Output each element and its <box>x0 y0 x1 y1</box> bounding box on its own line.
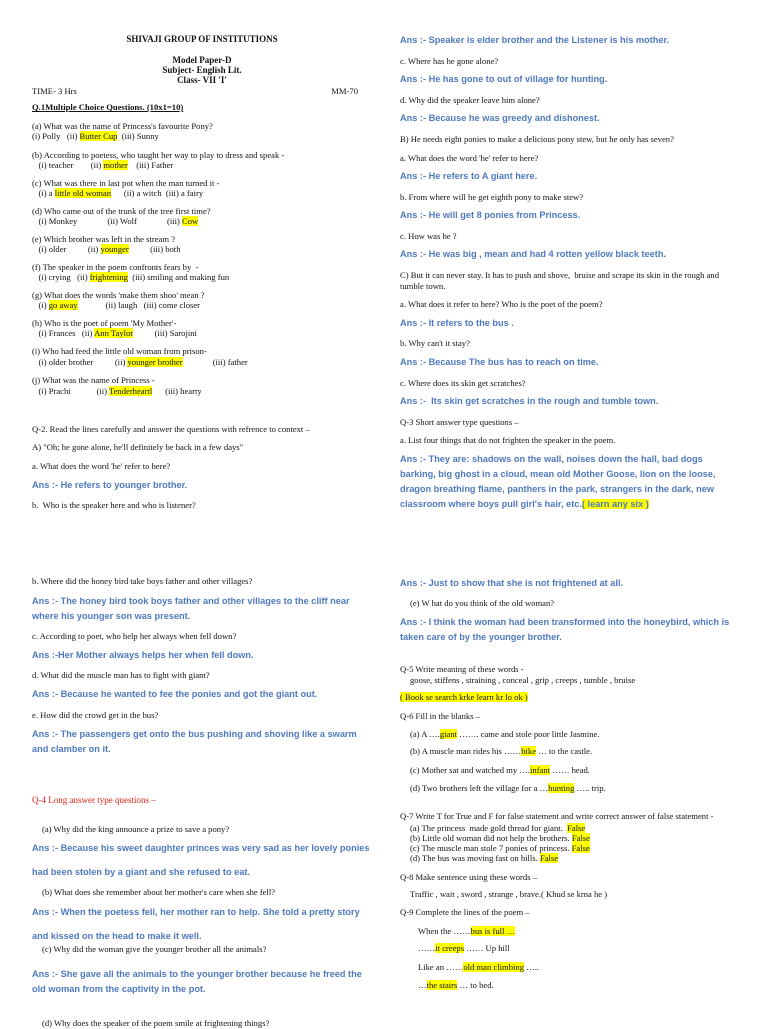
institution-title: SHIVAJI GROUP OF INSTITUTIONS <box>126 34 278 44</box>
mcq-answer-highlight: Ann Taylor <box>94 328 134 338</box>
subject-title: Subject- English Lit. <box>162 65 242 75</box>
poem-line <box>400 926 740 937</box>
mcq-answer-highlight: younger <box>100 244 129 254</box>
q9-title: Q-9 Complete the lines of the poem – <box>400 907 530 917</box>
mcq-question: (c) What was there in last pot when the man turned it - <box>32 178 220 188</box>
mcq-question: (g) What does the words 'make them shoo' mean ? <box>32 290 205 300</box>
answer-d: Ans :- Because he wanted to fee the ponies and got the giant out. <box>32 689 318 699</box>
blank-text: …… head. <box>550 765 590 775</box>
q8-title: Q-8 Make sentence using these words – <box>400 872 537 882</box>
mcq-option-text: (i) teacher (ii) <box>32 160 104 170</box>
passage-c: C) But it can never stay. It has to push and shove, bruise and scrape its skin in the rough and tumble town. <box>400 270 722 291</box>
answer-c: Ans :-Her Mother always helps her when fell down. <box>32 650 254 660</box>
mcq-options <box>32 188 372 199</box>
mcq-option-text: (iii) smiling and making fun <box>127 272 230 282</box>
q2-title: Q-2. Read the lines carefully and answer the questions with refrence to context – <box>32 424 310 434</box>
q4-title: Q-4 Long answer type questions – <box>32 795 156 805</box>
poem-text: … <box>418 980 427 990</box>
blank-answer-highlight: bike <box>521 746 537 756</box>
mcq-question: (f) The speaker in the poem confronts fears by - <box>32 262 199 272</box>
passage-c-question-c: c. Where does its skin get scratches? <box>400 378 526 388</box>
q4-question-c: (c) Why did the woman give the younger brother all the animals? <box>42 944 267 954</box>
q4-question-b: (b) What does she remember about her mother's care when she fell? <box>42 887 276 897</box>
mcq-option-text: (iii) hearty <box>152 386 202 396</box>
mcq-option-text: (iii) Sunny <box>117 131 159 141</box>
question-b: b. Where did the honey bird take boys father and other villages? <box>32 576 253 586</box>
blank-answer-highlight: giant <box>439 729 458 739</box>
mcq-options <box>32 160 372 171</box>
q5-note: ( Book se search krke learn kr lo ok ) <box>400 692 528 702</box>
poem-text: … to bed. <box>457 980 494 990</box>
q3-answer-a-text: Ans :- They are: shadows on the wall, noises down the hall, bad dogs barking, big ghost in a cloud, mean old Mother Goose, lion on the loose, dragon breathing flame, panthers in the park, strangers in the dark, new classroom where boys pull girl's hair, etc. <box>400 454 719 509</box>
poem-answer-highlight: bus is full … <box>470 926 516 936</box>
q2-question-b: b. Who is the speaker here and who is listener? <box>32 500 196 510</box>
passage-b-question-b: b. From where will he get eighth pony to make stew? <box>400 192 584 202</box>
blank-text: (b) A muscle man rides his …… <box>410 746 522 756</box>
poem-text: ….. <box>524 962 540 972</box>
passage-b-answer-b: Ans :- He will get 8 ponies from Princess. <box>400 210 581 220</box>
q4-question-d: (d) Why does the speaker of the poem smile at frightening things? <box>42 1018 270 1028</box>
mcq-option-text: (i) Polly (ii) <box>32 131 80 141</box>
mcq-option-text: (i) Prachi (ii) <box>32 386 109 396</box>
mcq-options <box>32 216 372 227</box>
q2-answer-a: Ans :- He refers to younger brother. <box>32 480 188 490</box>
q3-answer-a <box>400 452 740 512</box>
mcq-options <box>32 357 372 368</box>
statement-text: (a) The princess made gold thread for giant. <box>410 823 568 833</box>
mcq-question: (h) Who is the poet of poem 'My Mother'- <box>32 318 177 328</box>
q1-title-text: Q.1Multiple Choice Questions. (10x1=10) <box>32 102 184 112</box>
mcq-option-text: (i) Monkey (ii) Wolf (iii) <box>32 216 183 226</box>
statement-text: (c) The muscle man stole 7 ponies of princess. <box>410 843 572 853</box>
poem-text: Like an …… <box>418 962 464 972</box>
mcq-options <box>32 272 372 283</box>
mcq-option-text: (ii) a witch (iii) a fairy <box>111 188 204 198</box>
mcq-options <box>32 328 372 339</box>
mcq-option-text: (iii) Sarojini <box>133 328 197 338</box>
mcq-answer-highlight: frightening <box>89 272 128 282</box>
false-highlight: False <box>567 823 586 833</box>
mcq-question: (e) Which brother was left in the stream ? <box>32 234 176 244</box>
time-marks-row <box>32 86 358 97</box>
mcq-answer-highlight: younger brother <box>127 357 183 367</box>
q2-answer-d: Ans :- Because he was greedy and dishonest. <box>400 113 600 123</box>
mcq-option-text: (i) <box>32 300 49 310</box>
mcq-option-text: (iii) father <box>182 357 248 367</box>
poem-line <box>400 962 740 973</box>
mcq-question: (b) According to poetess, who taught her way to play to dress and speak - <box>32 150 285 160</box>
mcq-option-text: (iii) Father <box>127 160 174 170</box>
poem-text: …… <box>418 943 436 953</box>
q6-blank <box>400 746 740 757</box>
q7-statement <box>400 853 740 864</box>
blank-text: (d) Two brothers left the village for a … <box>410 783 549 793</box>
question-c: c. According to poet, who help her always when fell down? <box>32 631 237 641</box>
poem-answer-highlight: it creeps <box>435 943 465 953</box>
q2-question-a: a. What does the word 'he' refer to here? <box>32 461 171 471</box>
q2-answer-c: Ans :- He has gone to out of village for hunting. <box>400 74 608 84</box>
passage-b-answer-c: Ans :- He was big , mean and had 4 rotten yellow black teeth. <box>400 249 666 259</box>
blank-text: … to the castle. <box>536 746 593 756</box>
q3-title: Q-3 Short answer type questions – <box>400 417 519 427</box>
passage-c-answer-c: Ans :- Its skin get scratches in the rough and tumble town. <box>400 396 659 406</box>
question-d: d. What did the muscle man has to fight with giant? <box>32 670 210 680</box>
passage-c-answer-b: Ans :- Because The bus has to reach on time. <box>400 357 599 367</box>
passage-c-answer-a: Ans :- It refers to the bus . <box>400 318 514 328</box>
question-e: e. How did the crowd get in the bus? <box>32 710 159 720</box>
mcq-answer-highlight: mother <box>103 160 128 170</box>
statement-text: (b) Little old woman did not help the brothers. <box>410 833 572 843</box>
passage-b-answer-a: Ans :- He refers to A giant here. <box>400 171 538 181</box>
q7-title: Q-7 Write T for True and F for false statement and write correct answer of false statement - <box>400 811 714 821</box>
mcq-option-text: (ii) laugh (iii) come closer <box>77 300 201 310</box>
mcq-answer-highlight: Cow <box>182 216 199 226</box>
q2-question-d: d. Why did the speaker leave him alone? <box>400 95 540 105</box>
mcq-question: (i) Who had feed the little old woman from prison- <box>32 346 207 356</box>
answer-b: Ans :- The honey bird took boys father and other villages to the cliff near where his younger son was present. <box>32 596 353 621</box>
learn-any-six-highlight: ( learn any six ) <box>581 499 649 509</box>
blank-answer-highlight: infant <box>530 765 551 775</box>
passage-c-question-b: b. Why can't it stay? <box>400 338 470 348</box>
mcq-option-text: (i) older (ii) <box>32 244 101 254</box>
mcq-answer-highlight: little old woman <box>54 188 112 198</box>
q5-title: Q-5 Write meaning of these words - <box>400 664 524 674</box>
q5-note-row <box>400 692 740 703</box>
q4-answer-d: Ans :- Just to show that she is not frightened at all. <box>400 578 624 588</box>
q4-answer-c: Ans :- She gave all the animals to the younger brother because he freed the old woman from the captivity in the pot. <box>32 969 365 994</box>
q3-question-a: a. List four things that do not frighten the speaker in the poem. <box>400 435 616 445</box>
q4-question-e: (e) W hat do you think of the old woman? <box>410 598 555 608</box>
mcq-question: (d) Who came out of the trunk of the tree first time? <box>32 206 211 216</box>
answer-e: Ans :- The passengers get onto the bus pushing and shoving like a swarm and clamber on it. <box>32 729 360 754</box>
q6-blank <box>400 729 740 740</box>
mcq-options <box>32 300 372 311</box>
mcq-answer-highlight: go away <box>48 300 78 310</box>
passage-b-question-c: c. How was he ? <box>400 231 457 241</box>
passage-b: B) He needs eight ponies to make a delicious pony stew, but he only has seven? <box>400 134 674 144</box>
mcq-answer-highlight: Butter Cup <box>79 131 118 141</box>
q4-answer-b: Ans :- When the poetess fell, her mother ran to help. She told a pretty story and kissed on the head to make it well. <box>32 907 363 941</box>
q2-passage-a: A) "Oh; he gone alone, he'll definitely be back in a few days" <box>32 442 244 452</box>
q4-answer-a: Ans :- Because his sweet daughter princes was very sad as her lovely ponies had been stolen by a giant and she refused to eat. <box>32 843 373 877</box>
q4-question-a: (a) Why did the king announce a prize to save a pony? <box>42 824 230 834</box>
q4-answer-e: Ans :- I think the woman had been transformed into the honeybird, which is taken care of by the younger brother. <box>400 617 732 642</box>
poem-answer-highlight: old man climbing <box>463 962 524 972</box>
mcq-option-text: (i) crying (ii) <box>32 272 90 282</box>
q2-question-c: c. Where has he gone alone? <box>400 56 499 66</box>
q6-blank <box>400 783 740 794</box>
q8-words: Traffic , wait , sword , strange , brave.( Khud se krna he ) <box>410 889 608 899</box>
blank-text: (a) A …. <box>410 729 440 739</box>
time-label: TIME- 3 Hrs <box>32 86 77 96</box>
blank-text: ……. came and stole poor little Jasmine. <box>457 729 600 739</box>
q6-blank <box>400 765 740 776</box>
q2-answer-b: Ans :- Speaker is elder brother and the Listener is his mother. <box>400 35 670 45</box>
statement-text: (d) The bus was moving fast on hills. <box>410 853 540 863</box>
false-highlight: False <box>539 853 559 863</box>
class-title: Class- VII 'I' <box>177 75 227 85</box>
mcq-option-text: (i) older brother (ii) <box>32 357 128 367</box>
mcq-question: (j) What was the name of Princess - <box>32 375 155 385</box>
poem-line <box>400 943 740 954</box>
poem-text: When the …… <box>418 926 471 936</box>
mcq-answer-highlight: Tenderheartl <box>108 386 153 396</box>
mcq-option-text: (i) a <box>32 188 55 198</box>
mcq-options <box>32 131 372 142</box>
q5-words: goose, stiffens , straining , conceal , grip , creeps , tumble , bruise <box>410 675 636 685</box>
blank-answer-highlight: hunting <box>548 783 575 793</box>
q1-title <box>32 102 372 113</box>
poem-line <box>400 980 740 991</box>
mcq-option-text: (iii) both <box>128 244 181 254</box>
passage-b-question-a: a. What does the word 'he' refer to here? <box>400 153 539 163</box>
marks-label: MM-70 <box>331 86 358 96</box>
false-highlight: False <box>571 833 590 843</box>
mcq-options <box>32 386 372 397</box>
mcq-question: (a) What was the name of Princess's favourite Pony? <box>32 121 213 131</box>
passage-c-question-a: a. What does it refer to here? Who is the poet of the poem? <box>400 299 603 309</box>
q6-title: Q-6 Fill in the blanks – <box>400 711 480 721</box>
mcq-options <box>32 244 372 255</box>
false-highlight: False <box>571 843 590 853</box>
poem-answer-highlight: the stairs <box>426 980 458 990</box>
mcq-option-text: (i) Frances (ii) <box>32 328 95 338</box>
blank-text: (c) Mother sat and watched my …. <box>410 765 531 775</box>
poem-text: …… Up hill <box>464 943 510 953</box>
blank-text: ….. trip. <box>574 783 606 793</box>
paper-title: Model Paper-D <box>172 55 232 65</box>
